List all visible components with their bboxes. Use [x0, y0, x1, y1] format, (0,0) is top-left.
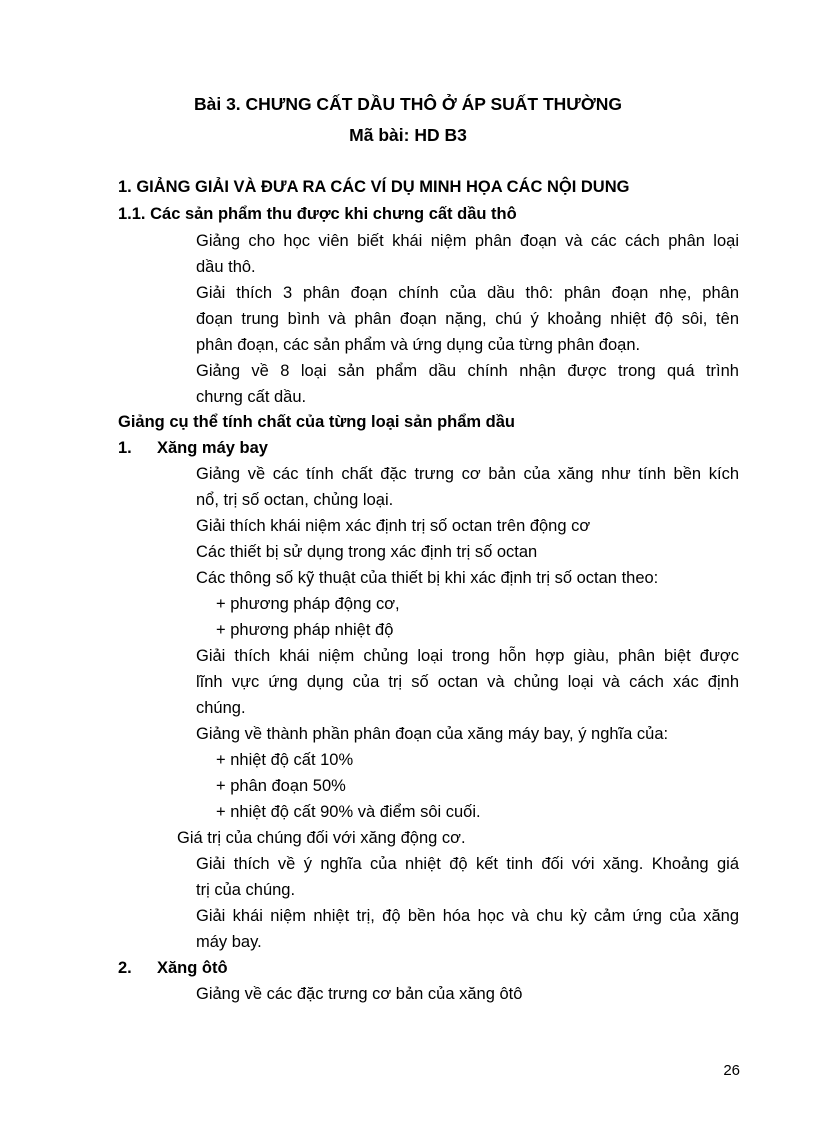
- body-line: nổ, trị số octan, chủng loại.: [196, 491, 394, 509]
- body-line: Các thiết bị sử dụng trong xác định trị số octan: [196, 543, 538, 561]
- body-line: Giá trị của chúng đối với xăng động cơ.: [177, 829, 466, 847]
- products-heading: Giảng cụ thể tính chất của từng loại sản phẩm dầu: [118, 413, 515, 431]
- body-line: Giải thích khái niệm xác định trị số octan trên động cơ: [196, 517, 591, 535]
- body-line: Giải thích 3 phân đoạn chính của dầu thô: phân đoạn nhẹ, phân: [196, 284, 739, 302]
- body-line: Các thông số kỹ thuật của thiết bị khi xác định trị số octan theo:: [196, 569, 659, 587]
- body-line: Giảng cho học viên biết khái niệm phân đoạn và các cách phân loại: [196, 232, 739, 250]
- body-line: trị của chúng.: [196, 881, 296, 899]
- body-line: máy bay.: [196, 933, 262, 951]
- body-line: dầu thô.: [196, 258, 256, 276]
- lesson-code: Mã bài: HD B3: [349, 125, 467, 145]
- bullet-line: + phương pháp động cơ,: [216, 595, 400, 613]
- lesson-title: Bài 3. CHƯNG CẤT DẦU THÔ Ở ÁP SUẤT THƯỜNG: [193, 94, 623, 114]
- bullet-line: + nhiệt độ cất 90% và điểm sôi cuối.: [216, 803, 481, 821]
- body-line: chúng.: [196, 699, 246, 717]
- bullet-line: + phân đoạn 50%: [216, 777, 346, 795]
- item-number: 1.: [118, 439, 132, 457]
- body-line: phân đoạn, các sản phẩm và ứng dụng của từng phân đoạn.: [196, 336, 641, 354]
- body-line: đoạn trung bình và phân đoạn nặng, chú ý khoảng nhiệt độ sôi, tên: [196, 310, 739, 328]
- body-line: Giải thích khái niệm chủng loại trong hỗn hợp giàu, phân biệt được: [196, 647, 739, 665]
- bullet-line: + nhiệt độ cất 10%: [216, 751, 354, 769]
- body-line: Giải khái niệm nhiệt trị, độ bền hóa học và chu kỳ cảm ứng của xăng: [196, 907, 739, 925]
- section-heading: 1. GIẢNG GIẢI VÀ ĐƯA RA CÁC VÍ DỤ MINH HỌA CÁC NỘI DUNG: [118, 178, 630, 196]
- page-number: 26: [723, 1062, 740, 1079]
- bullet-line: + phương pháp nhiệt độ: [216, 621, 394, 639]
- body-line: Giảng về thành phần phân đoạn của xăng máy bay, ý nghĩa của:: [196, 725, 669, 743]
- item-number: 2.: [118, 959, 132, 977]
- body-line: Giảng về các tính chất đặc trưng cơ bản của xăng như tính bền kích: [196, 465, 739, 483]
- subsection-heading: 1.1. Các sản phẩm thu được khi chưng cất dầu thô: [118, 205, 517, 223]
- body-line: lĩnh vực ứng dụng của trị số octan và chủng loại và cách xác định: [196, 673, 739, 691]
- body-line: Giảng về các đặc trưng cơ bản của xăng ôtô: [196, 985, 523, 1003]
- body-line: Giảng về 8 loại sản phẩm dầu chính nhận được trong quá trình: [196, 362, 739, 380]
- item-title: Xăng ôtô: [157, 959, 228, 977]
- item-title: Xăng máy bay: [157, 439, 268, 457]
- body-line: Giải thích về ý nghĩa của nhiệt độ kết tinh đối với xăng. Khoảng giá: [196, 855, 739, 873]
- body-line: chưng cất dầu.: [196, 388, 307, 406]
